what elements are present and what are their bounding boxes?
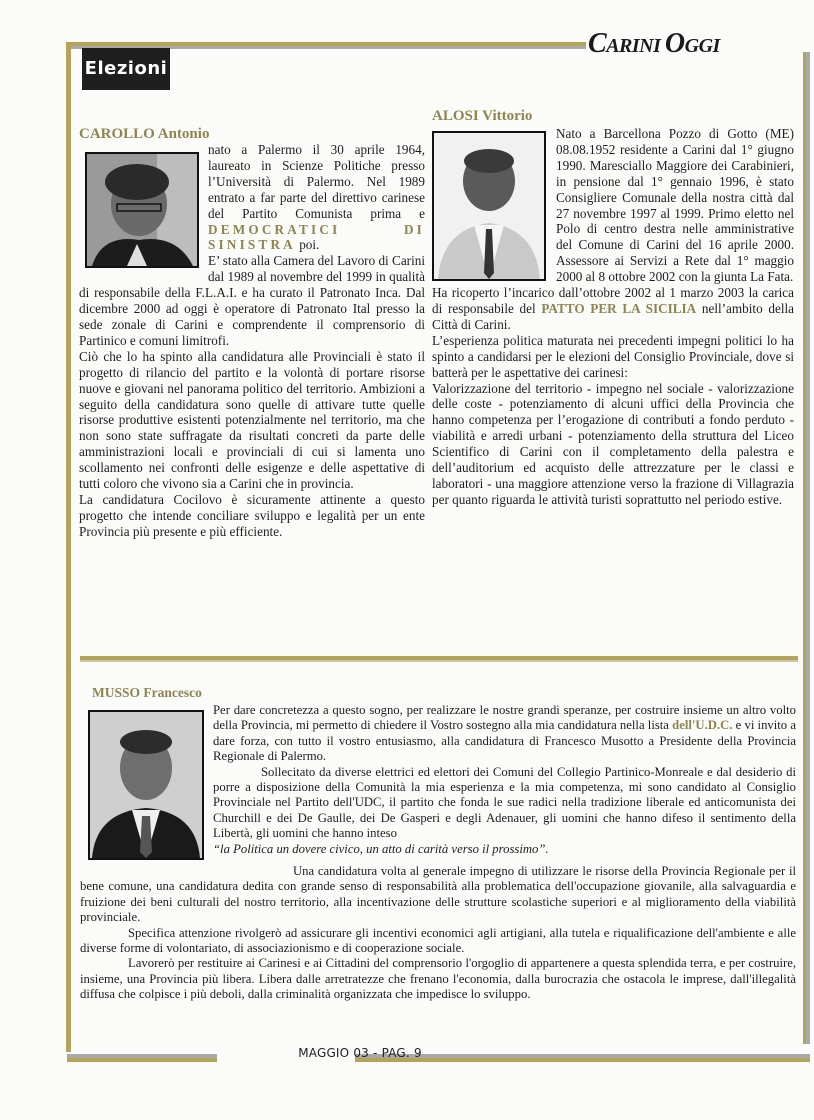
- left-frame-rule: [66, 42, 71, 1052]
- musso-intro: Per dare concretezza a questo sogno, per realizzare le nostre grandi speranze, per costruire insieme un altro volto della Provincia, mi permetto di chiedere il Vostro sostegno alla mia candidatura nella lista dell'U.D.C. e vi invito a dare forza, con tutto il vostro entusiasmo, alla candidatura di Francesco Musotto a Presidente della Provincia Regionale di Palermo. Sollecitato da diverse elettrici ed elettori dei Comuni del Collegio Partinico-Monreale e dal desiderio di porre a disposizione della Comunità la mia esperienza e la mia competenza, mi sono candidato al Consiglio Provinciale nel Partito dell'UDC, il partito che fonda le sue radici nella tradizione liberale ed anticomunista dei Churchill e dei De Gaulle, dei De Gasperi e degli Adenauer, gli uomini che hanno difeso il sentimento della Libertà, gli uomini che hanno inteso “la Politica un dovere civico, un atto di carità verso il prossimo”.: [213, 703, 796, 856]
- alosi-text: [432, 126, 794, 508]
- candidate-photo-musso: [88, 710, 204, 860]
- carollo-bio: [79, 142, 425, 540]
- alosi-para2: Ha ricoperto l’incarico dall’ottobre 2002 al 1 marzo 2003 la carica di responsabile del PATTO PER LA SICILIA nell’ambito della Città di Carini.: [432, 285, 794, 332]
- carollo-para3: Ciò che lo ha spinto alla candidatura alle Provinciali è stato il progetto di rilancio del partito e la volontà di portare risorse nuove e giovani nel panorama politico del territorio. Ambizioni a seguito della candidatura sono quelle di attivare tutte quelle risorse produttive esistenti potenzialmente nel territorio, ma che non sono state suffragate da risultati concreti da parte delle amministrazioni locali e provinciali di cui si lamenta uno scollamento nei confronti delle esigenze e delle aspettative di tutti coloro che vivono sia a Carini che in provincia.: [79, 348, 425, 492]
- carollo-para2: E’ stato alla Camera del Lavoro di Carini dal 1989 al novembre del 1999 in qualità di responsabile della F.L.A.I. e ha curato il Patronato Inca. Dal dicembre 2000 ad oggi è operatore di Patronato Ital presso la sede zonale di Carini e comprendente il comprensorio di Partinico e comuni limitrofi.: [79, 253, 425, 348]
- portrait-image: [90, 712, 202, 858]
- photo-spacer: [79, 142, 208, 284]
- musso-quote: “la Politica un dovere civico, un atto di carità verso il prossimo”.: [213, 841, 549, 856]
- right-frame-rule-grey: [806, 52, 810, 1044]
- candidate-name-alosi: ALOSI Vittorio: [432, 108, 533, 124]
- alosi-para3: L’esperienza politica maturata nei precedenti impegni politici lo ha spinto a candidarsi per le elezioni del Consiglio Provinciale, dove si batterà per le aspettative dei carinesi:: [432, 332, 794, 380]
- musso-body: Una candidatura volta al generale impegno di utilizzare le risorse della Provincia Regionale per il bene comune, una candidatura dedita con grande senso di responsabilità alla problematica dell'occupazione giovanile, alla salvaguardia e fruizione dei beni culturali del nostro territorio, alla incentivazione delle strutture scolastiche superiori e al miglioramento della viabilità provinciale. Specifica attenzione rivolgerò ad assicurare gli incentivi economici agli artigiani, alla tutela e riqualificazione dell'ambiente e alle diverse forme di volontariato, di associazionismo e di cooperazione sociale. Lavorerò per restituire ai Carinesi e ai Cittadini del comprensorio l'orgoglio di appartenere a questa splendida terra, e per costruire, insieme, una Provincia più libera. Libera dalle arretratezze che frenano l'economia, dalla burocrazia che ostacola le imprese, dall'illegalità diffusa che colpisce i più deboli, dalla criminalità organizzata che impedisce lo sviluppo.: [80, 864, 796, 1002]
- carollo-para4: La candidatura Cocilovo è sicuramente attinente a questo progetto che intende conciliare sviluppo e legalità per un ente Provincia più presente e più efficiente.: [79, 491, 425, 539]
- masthead-logo: CARINI OGGI: [588, 28, 720, 59]
- party-highlight-patto: PATTO PER LA SICILIA: [541, 300, 697, 316]
- carollo-para1: nato a Palermo il 30 aprile 1964, laureato in Scienze Politiche presso l’Università di Palermo. Nel 1989 entrato a far parte del direttivo carinese del Partito Comunista prima e DEMOCRATICI DI SINISTRA poi.: [79, 142, 425, 253]
- alosi-para4: Valorizzazione del territorio - impegno nel sociale - valorizzazione delle coste - potenziamento di alcuni uffici della Provincia che hanno competenza per l’erogazione di contributi a fondo perduto - viabilità e arredi urbani - potenziamento della struttura del Liceo Scientifico di Carini con il completamento della palestra e dell’auditorium ed acquisto delle attrezzature per le classi e laboratori - una maggiore attenzione verso la frazione di Villagrazia per quanto riguarda le attività turisti soprattutto nel periodo estive.: [432, 380, 794, 507]
- right-frame-rule-gold: [803, 52, 806, 1044]
- section-tag: Elezioni: [82, 48, 170, 90]
- candidate-name-musso: MUSSO Francesco: [92, 685, 202, 700]
- party-highlight-ds: DEMOCRATICI DI SINISTRA: [208, 221, 425, 253]
- section-divider-shadow: [80, 660, 798, 662]
- bottom-left-rule-gold: [67, 1058, 217, 1062]
- party-highlight-udc: dell'U.D.C.: [672, 718, 733, 733]
- photo-spacer: [432, 126, 556, 276]
- candidate-name-carollo: CAROLLO Antonio: [79, 126, 210, 142]
- page-footer: MAGGIO 03 - PAG. 9: [298, 1046, 422, 1060]
- alosi-para1: Nato a Barcellona Pozzo di Gotto (ME) 08.08.1952 residente a Carini dal 1° giugno 1990. Maresciallo Maggiore dei Carabinieri, in pensione dal 1° gennaio 1996, è stato Consigliere Comunale della nostra città dal 27 novembre 1997 al 1999. Primo eletto nel Polo di centro destra nelle amministrative del Comune di Carini del 16 aprile 2000. Assessore ai Servizi a Rete dal 1° maggio 2000 al 8 ottobre 2002 con la giunta La Fata.: [432, 126, 794, 285]
